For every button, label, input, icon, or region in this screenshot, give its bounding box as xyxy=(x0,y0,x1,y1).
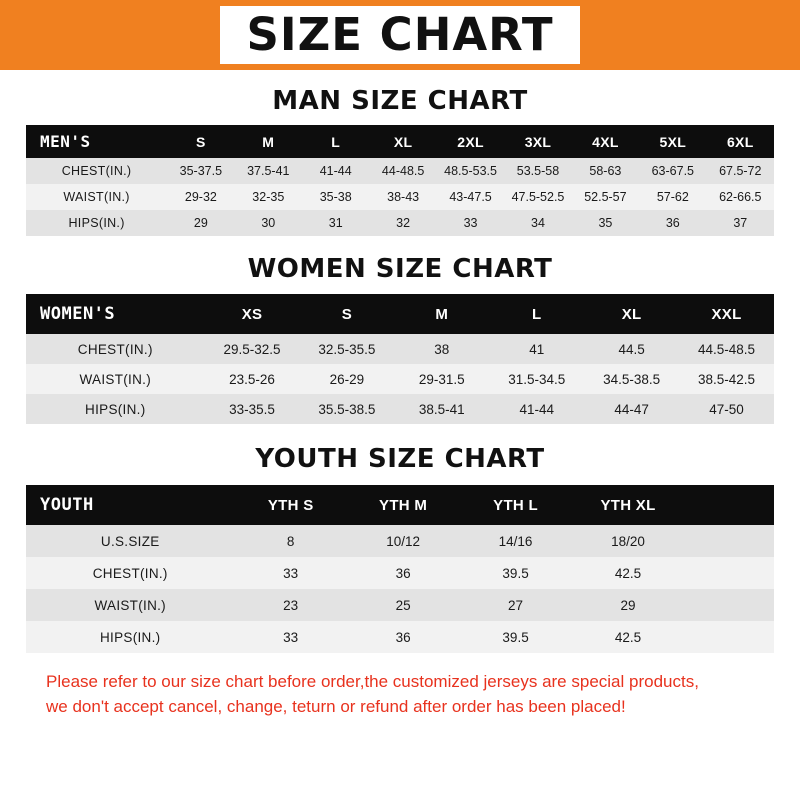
man-row-waist-4xl: 52.5-57 xyxy=(572,184,639,210)
table-row xyxy=(26,184,774,210)
man-row-chest-3xl: 53.5-58 xyxy=(504,158,571,184)
youth-header-m: YTH M xyxy=(347,485,459,525)
man-row-chest-l: 41-44 xyxy=(302,158,369,184)
man-row-hips-4xl: 35 xyxy=(572,210,639,236)
man-section-title: MAN SIZE CHART xyxy=(272,86,528,116)
women-row-chest-s: 32.5-35.5 xyxy=(299,334,394,364)
man-row-chest-label: CHEST(IN.) xyxy=(26,158,167,184)
youth-row-chest-xl: 42.5 xyxy=(572,557,684,589)
table-row xyxy=(26,334,774,364)
youth-row-waist-l: 27 xyxy=(459,589,571,621)
women-row-hips-l: 41-44 xyxy=(489,394,584,424)
table-row xyxy=(26,158,774,184)
women-row-hips-s: 35.5-38.5 xyxy=(299,394,394,424)
youth-row-waist-xl: 29 xyxy=(572,589,684,621)
women-row-hips-xs: 33-35.5 xyxy=(205,394,300,424)
women-row-hips-label: HIPS(IN.) xyxy=(26,394,205,424)
man-header-s: S xyxy=(167,125,234,158)
man-size-table xyxy=(26,125,774,236)
youth-row-ussize-spacer xyxy=(684,525,774,557)
youth-row-ussize-s: 8 xyxy=(234,525,346,557)
youth-row-ussize-xl: 18/20 xyxy=(572,525,684,557)
man-row-hips-xl: 32 xyxy=(369,210,436,236)
man-row-hips-l: 31 xyxy=(302,210,369,236)
youth-row-waist-label: WAIST(IN.) xyxy=(26,589,234,621)
women-row-hips-xl: 44-47 xyxy=(584,394,679,424)
youth-row-ussize-label: U.S.SIZE xyxy=(26,525,234,557)
man-row-hips-3xl: 34 xyxy=(504,210,571,236)
youth-section-title: YOUTH SIZE CHART xyxy=(255,444,545,474)
chart-content xyxy=(0,86,800,719)
man-row-waist-s: 29-32 xyxy=(167,184,234,210)
youth-row-chest-m: 36 xyxy=(347,557,459,589)
order-notice xyxy=(46,669,754,719)
man-row-waist-xl: 38-43 xyxy=(369,184,436,210)
women-row-chest-l: 41 xyxy=(489,334,584,364)
man-row-chest-4xl: 58-63 xyxy=(572,158,639,184)
youth-row-hips-m: 36 xyxy=(347,621,459,653)
women-row-chest-xl: 44.5 xyxy=(584,334,679,364)
women-row-chest-m: 38 xyxy=(394,334,489,364)
women-header-s: S xyxy=(299,294,394,334)
header-band xyxy=(0,0,800,70)
order-notice-line-1: Please refer to our size chart before order,the customized jerseys are special products, xyxy=(46,672,699,691)
man-header-5xl: 5XL xyxy=(639,125,706,158)
man-header-3xl: 3XL xyxy=(504,125,571,158)
man-header-xl: XL xyxy=(369,125,436,158)
man-row-hips-2xl: 33 xyxy=(437,210,504,236)
women-row-waist-label: WAIST(IN.) xyxy=(26,364,205,394)
man-row-hips-5xl: 36 xyxy=(639,210,706,236)
youth-row-waist-m: 25 xyxy=(347,589,459,621)
women-header-xl: XL xyxy=(584,294,679,334)
youth-header-label: YOUTH xyxy=(26,485,234,525)
table-row xyxy=(26,210,774,236)
man-row-hips-6xl: 37 xyxy=(707,210,774,236)
table-header-row xyxy=(26,485,774,525)
man-header-m: M xyxy=(235,125,302,158)
man-row-waist-m: 32-35 xyxy=(235,184,302,210)
youth-row-ussize-l: 14/16 xyxy=(459,525,571,557)
youth-row-chest-label: CHEST(IN.) xyxy=(26,557,234,589)
man-row-hips-m: 30 xyxy=(235,210,302,236)
table-row xyxy=(26,525,774,557)
man-row-waist-3xl: 47.5-52.5 xyxy=(504,184,571,210)
man-header-l: L xyxy=(302,125,369,158)
women-row-chest-xxl: 44.5-48.5 xyxy=(679,334,774,364)
women-row-hips-m: 38.5-41 xyxy=(394,394,489,424)
man-row-chest-m: 37.5-41 xyxy=(235,158,302,184)
youth-row-hips-s: 33 xyxy=(234,621,346,653)
youth-row-hips-spacer xyxy=(684,621,774,653)
women-header-l: L xyxy=(489,294,584,334)
youth-row-chest-s: 33 xyxy=(234,557,346,589)
women-row-hips-xxl: 47-50 xyxy=(679,394,774,424)
table-header-row xyxy=(26,125,774,158)
man-row-waist-5xl: 57-62 xyxy=(639,184,706,210)
man-header-4xl: 4XL xyxy=(572,125,639,158)
man-row-chest-5xl: 63-67.5 xyxy=(639,158,706,184)
page-title: SIZE CHART xyxy=(220,6,579,64)
youth-row-hips-xl: 42.5 xyxy=(572,621,684,653)
women-row-waist-xs: 23.5-26 xyxy=(205,364,300,394)
women-size-table xyxy=(26,294,774,424)
table-row xyxy=(26,364,774,394)
youth-row-ussize-m: 10/12 xyxy=(347,525,459,557)
youth-row-hips-l: 39.5 xyxy=(459,621,571,653)
header-band-left xyxy=(0,0,104,70)
youth-row-chest-l: 39.5 xyxy=(459,557,571,589)
man-header-2xl: 2XL xyxy=(437,125,504,158)
man-row-chest-2xl: 48.5-53.5 xyxy=(437,158,504,184)
youth-header-xl: YTH XL xyxy=(572,485,684,525)
table-row xyxy=(26,589,774,621)
women-header-xxl: XXL xyxy=(679,294,774,334)
women-header-m: M xyxy=(394,294,489,334)
order-notice-line-2: we don't accept cancel, change, teturn or refund after order has been placed! xyxy=(46,697,626,716)
table-row xyxy=(26,621,774,653)
table-header-row xyxy=(26,294,774,334)
youth-row-waist-s: 23 xyxy=(234,589,346,621)
table-row xyxy=(26,557,774,589)
women-row-waist-xl: 34.5-38.5 xyxy=(584,364,679,394)
header-band-right xyxy=(696,0,800,70)
man-row-hips-label: HIPS(IN.) xyxy=(26,210,167,236)
youth-size-table xyxy=(26,485,774,653)
women-row-chest-label: CHEST(IN.) xyxy=(26,334,205,364)
man-row-chest-s: 35-37.5 xyxy=(167,158,234,184)
women-row-waist-s: 26-29 xyxy=(299,364,394,394)
youth-header-l: YTH L xyxy=(459,485,571,525)
man-row-waist-l: 35-38 xyxy=(302,184,369,210)
youth-header-spacer xyxy=(684,485,774,525)
man-row-waist-6xl: 62-66.5 xyxy=(707,184,774,210)
man-row-chest-6xl: 67.5-72 xyxy=(707,158,774,184)
youth-row-chest-spacer xyxy=(684,557,774,589)
table-row xyxy=(26,394,774,424)
man-header-label: MEN'S xyxy=(26,125,167,158)
man-header-6xl: 6XL xyxy=(707,125,774,158)
youth-row-hips-label: HIPS(IN.) xyxy=(26,621,234,653)
women-row-waist-xxl: 38.5-42.5 xyxy=(679,364,774,394)
youth-header-s: YTH S xyxy=(234,485,346,525)
women-row-waist-m: 29-31.5 xyxy=(394,364,489,394)
man-row-hips-s: 29 xyxy=(167,210,234,236)
man-row-waist-2xl: 43-47.5 xyxy=(437,184,504,210)
women-row-waist-l: 31.5-34.5 xyxy=(489,364,584,394)
women-header-label: WOMEN'S xyxy=(26,294,205,334)
women-header-xs: XS xyxy=(205,294,300,334)
man-row-chest-xl: 44-48.5 xyxy=(369,158,436,184)
man-row-waist-label: WAIST(IN.) xyxy=(26,184,167,210)
women-row-chest-xs: 29.5-32.5 xyxy=(205,334,300,364)
women-section-title: WOMEN SIZE CHART xyxy=(247,254,553,284)
youth-row-waist-spacer xyxy=(684,589,774,621)
